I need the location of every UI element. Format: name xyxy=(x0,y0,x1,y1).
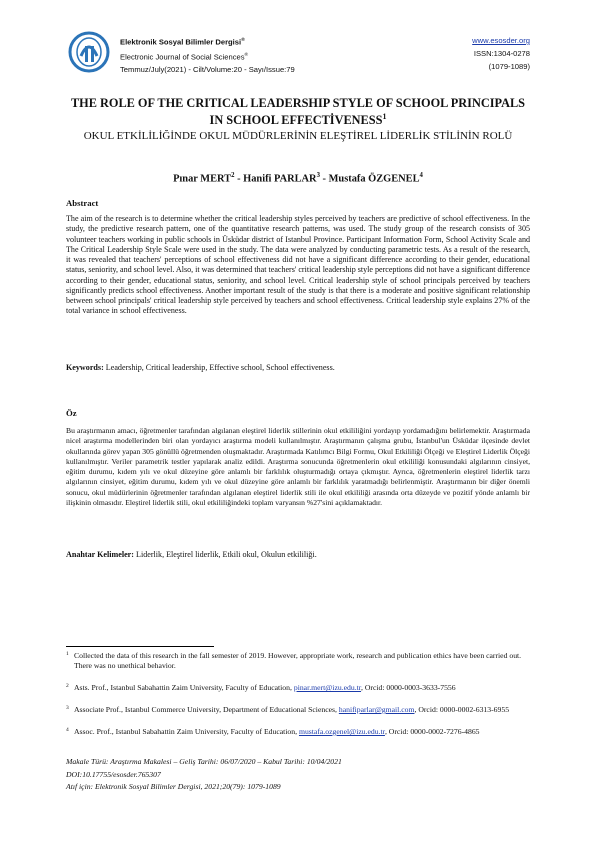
doi: DOI:10.17755/esosder.765307 xyxy=(66,769,161,779)
journal-meta xyxy=(472,34,530,73)
issue-info: Temmuz/July(2021) - Cilt/Volume:20 - Sayı/Issue:79 xyxy=(120,65,295,75)
author-list: Pınar MERT$^2$ - Hanifi PARLAR$^3$ - Mustafa ÖZGENEL$^4$ xyxy=(173,172,423,185)
footnote-1: 1 Collected the data of this research in the fall semester of 2019. However, appropriate work, research and publication ethics have been carried out. There was no unethical behavior. xyxy=(66,651,522,671)
author-2: Hanifi PARLAR xyxy=(243,173,317,185)
title-footnote-marker: 1 xyxy=(382,112,387,121)
article-type-dates: Makale Türü: Araştırma Makalesi – Geliş Tarihi: 06/07/2020 – Kabul Tarihi: 10/04/2021 xyxy=(66,757,342,766)
footnote-2: 2 Asts. Prof., Istanbul Sabahattin Zaim University, Faculty of Education, pinar.mert@izu.edu.tr, Orcid: 0000-0003-3633-7556 xyxy=(66,683,456,692)
issn: ISSN:1304-0278 xyxy=(473,49,530,58)
page-range: (1079-1089) xyxy=(488,62,530,71)
journal-logo xyxy=(66,30,112,74)
author-1-email-link[interactable]: pinar.mert@izu.edu.tr xyxy=(293,683,362,692)
abstract-text: The aim of the research is to determine whether the critical leadership styles perceived by teachers are predictive of school effectiveness. In the study, the predictive research pattern, one of the quantitative research patterns, was used. The study group of the research consists of 305 volunteer teachers working in public schools in Üsküdar district of Istanbul Province. Participant Information Form, School Activity Scale and The Critical Leadership Style Scale were used in the study. The data were analyzed by conducting parametric tests. As a result of the research, it was revealed that teachers' perceptions of school effectiveness did not have a significant difference according to their gender, educational status, seniority, and school level. Also, it was determined that teachers' critical leadership style perceptions did not have a significant difference according to their gender, educational status, seniority, and school level. Critical leadership style of school principals perceived by teachers significantly predicts school effectiveness. Another important result of the study is that there is a moderate and positive significant relationship between school principals' critical leadership style perceived by teachers and school effectiveness. Critical leadership style explains 27% of the total variance in school effectiveness. xyxy=(66,214,530,316)
journal-url-link[interactable]: www.esosder.org xyxy=(472,36,530,45)
footnote-divider xyxy=(66,646,214,647)
footnote-3: 3 Associate Prof., Istanbul Commerce University, Department of Educational Sciences, hanifiparlar@gmail.com, Orcid: 0000-0002-6313-6955 xyxy=(66,705,510,714)
abstract-heading: Abstract xyxy=(66,198,99,208)
oz-heading: Öz xyxy=(66,408,77,418)
author-1: Pınar MERT xyxy=(173,173,232,185)
footnote-4: 4 Assoc. Prof., Istanbul Sabahattin Zaim University, Faculty of Education, mustafa.ozgenel@izu.edu.tr, Orcid: 0000-0002-7276-4865 xyxy=(66,727,480,736)
author-2-email-link[interactable]: hanifiparlar@gmail.com xyxy=(338,705,415,714)
journal-name-en: Electronic Journal of Social Sciences xyxy=(120,52,245,62)
author-3-email-link[interactable]: mustafa.ozgenel@izu.edu.tr xyxy=(298,727,385,736)
oz-text: Bu araştırmanın amacı, öğretmenler tarafından algılanan eleştirel liderlik stillerinin okul etkililiğini yordayıp yordamadığını belirlemektir. Araştırmada nicel araştırma modellerinden biri olan yordayıcı araştırma modeli kullanılmıştır. Araştırmanın çalışma grubu, İstanbul'un Üsküdar ilçesinde devlet okullarında görev yapan 305 gönüllü öğretmenden oluşmaktadır. Araştırmada Katılımcı Bilgi Formu, Okul Etkililiği Ölçeği ve Eleştirel Liderlik Ölçeği kullanılmıştır. Veriler parametrik testler yapılarak analiz edildi. Araştırma sonucunda öğretmenlerin okul etkililiği konusundaki algılarının cinsiyet, eğitim durumu, kıdem yılı ve okul düzeyine göre anlamlı bir farklılık oluşturmadığı ortaya çıkmıştır. Ayrıca, öğretmenlerin eleştirel liderlik tarzı algılarının cinsiyet, eğitim durumu, kıdem yılı ve okul düzeyine göre anlamlı bir farklılık yaratmadığı belirlenmiştir. Araştırmanın bir diğer önemli sonucu, okul müdürlerinin öğretmenler tarafından algılanan eleştirel liderlik stili ile okul etkililiği arasında orta düzeyde ve pozitif yönde anlamlı bir ilişkinin olmasıdır. Eleştirel liderlik stili, okul etkililiğindeki toplam varyansın %27'sini açıklamaktadır. xyxy=(66,426,530,508)
article-info xyxy=(66,756,530,794)
citation: Atıf için: Elektronik Sosyal Bilimler Dergisi, 2021;20(79): 1079-1089 xyxy=(66,782,281,792)
journal-header xyxy=(66,28,530,80)
journal-name-tr: Elektronik Sosyal Bilimler Dergisi xyxy=(120,37,242,47)
keywords: Keywords: Leadership, Critical leadership, Effective school, School effectiveness. xyxy=(66,363,335,372)
paper-title: THE ROLE OF THE CRITICAL LEADERSHIP STYLE OF SCHOOL PRINCIPALS IN SCHOOL EFFECTİVENESS$^1$ xyxy=(70,96,526,128)
journal-info: Elektronik Sosyal Bilimler Dergisi® Electronic Journal of Social Sciences® Temmuz/July(2021) - Cilt/Volume:20 - Sayı/Issue:79 xyxy=(120,37,295,75)
anahtar-kelimeler: Anahtar Kelimeler: Liderlik, Eleştirel liderlik, Etkili okul, Okulun etkililiği. xyxy=(66,550,317,559)
paper-subtitle: OKUL ETKİLİLİĞİNDE OKUL MÜDÜRLERİNİN ELEŞTİREL LİDERLİK STİLİNİN ROLÜ xyxy=(83,130,513,142)
author-3: Mustafa ÖZGENEL xyxy=(328,173,420,185)
